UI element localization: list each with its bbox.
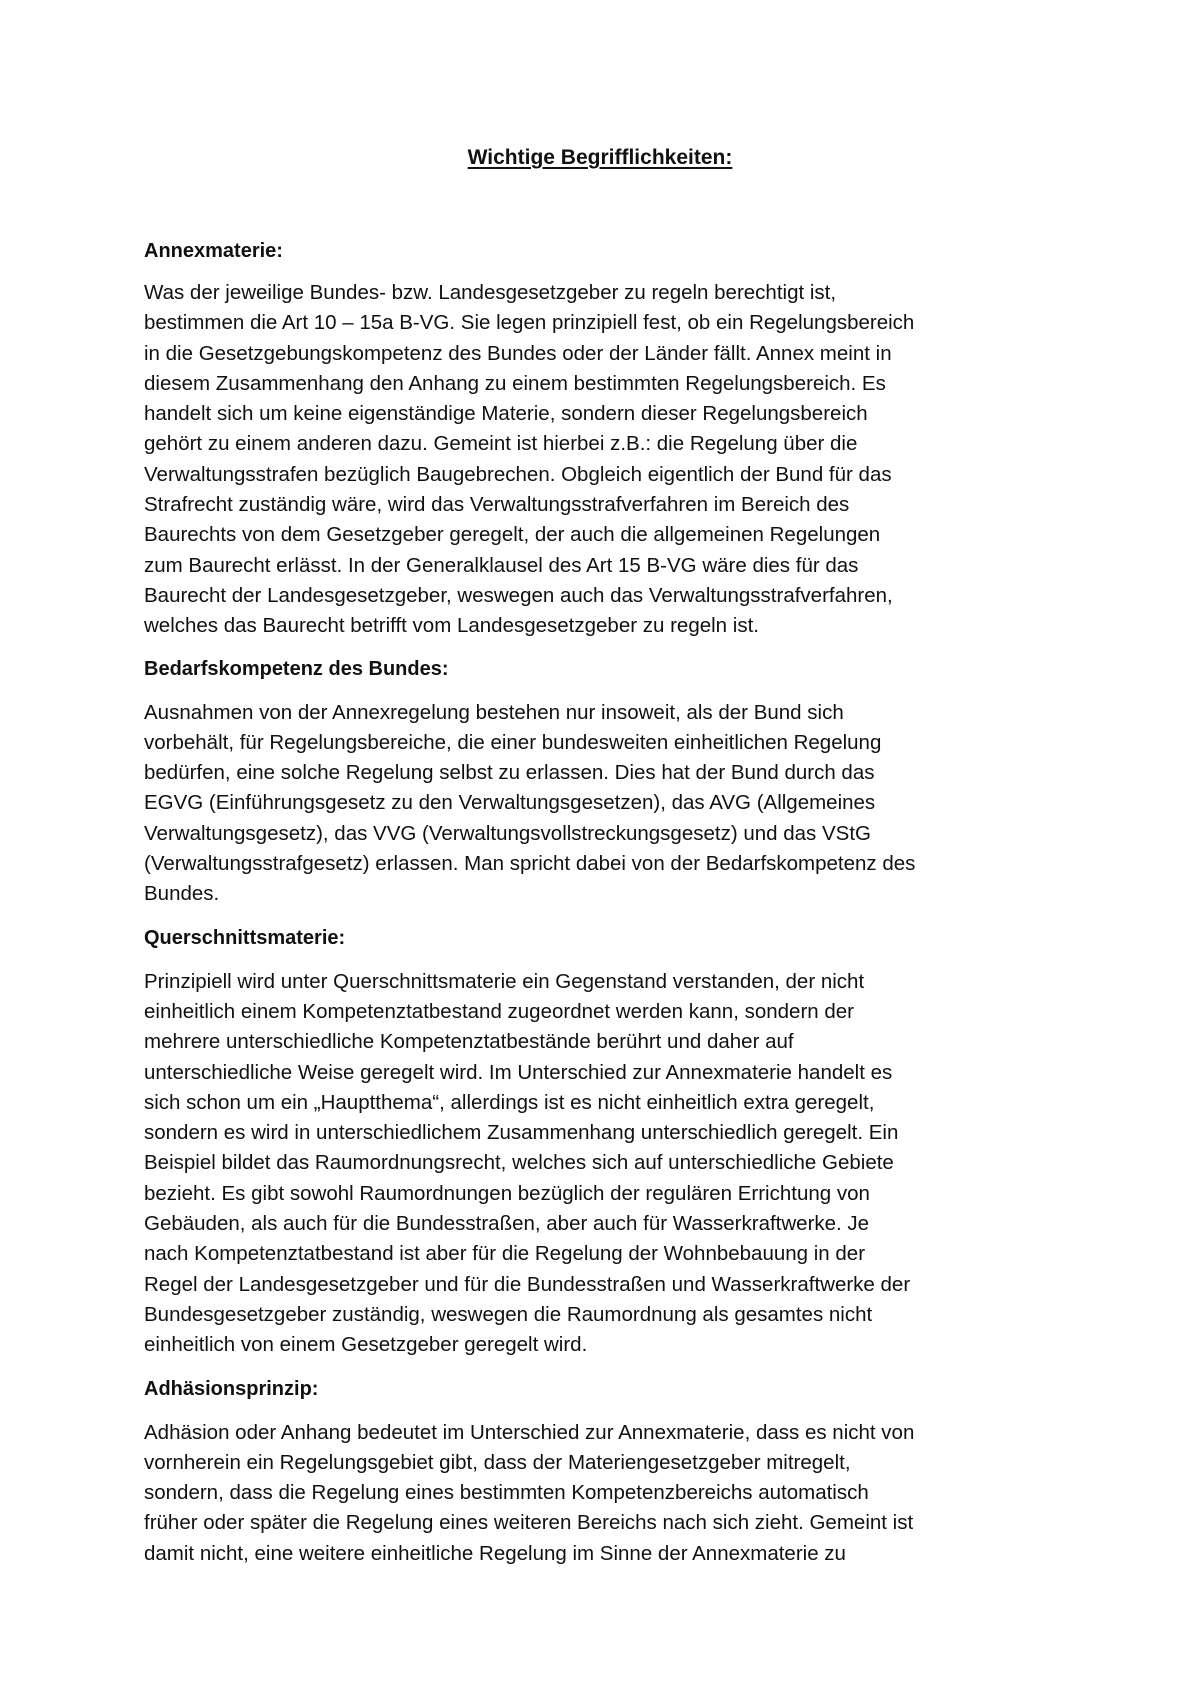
section-paragraph: Prinzipiell wird unter Querschnittsmaterie ein Gegenstand verstanden, der nicht einheitlich einem Kompetenztatbestand zugeordnet werden kann, sondern der mehrere unterschiedliche Kompetenztatbestände berührt und daher auf unterschiedliche Weise geregelt wird. Im Unterschied zur Annexmaterie handelt es sich schon um ein „Hauptthema“, allerdings ist es nicht einheitlich extra geregelt, sondern es wird in unterschiedlichem Zusammenhang unterschiedlich geregelt. Ein Beispiel bildet das Raumordnungsrecht, welches sich auf unterschiedliche Gebiete bezieht. Es gibt sowohl Raumordnungen bezüglich der regulären Errichtung von Gebäuden, als auch für die Bundesstraßen, aber auch für Wasserkraftwerke. Je nach Kompetenztatbestand ist aber für die Regelung der Wohnbebauung in der Regel der Landesgesetzgeber und für die Bundesstraßen und Wasserkraftwerke der Bundesgesetzgeber zuständig, weswegen die Raumordnung als gesamtes nicht einheitlich von einem Gesetzgeber geregelt wird. bbox=[144, 969, 911, 1357]
section-querschnittsmaterie bbox=[144, 923, 1064, 1361]
section-bedarfskompetenz bbox=[144, 654, 1064, 910]
section-paragraph: Adhäsion oder Anhang bedeutet im Unterschied zur Annexmaterie, dass es nicht von vornherein ein Regelungsgebiet gibt, dass der Materiengesetzgeber mitregelt, sondern, dass die Regelung eines bestimmten Kompetenzbereichs automatisch früher oder später die Regelung eines weiteren Bereichs nach sich zieht. Gemeint ist damit nicht, eine weitere einheitliche Regelung im Sinne der Annexmaterie zu bbox=[144, 1420, 915, 1565]
section-heading: Adhäsionsprinzip: bbox=[144, 1377, 319, 1400]
section-paragraph: Was der jeweilige Bundes- bzw. Landesgesetzgeber zu regeln berechtigt ist, bestimmen die Art 10 – 15a B-VG. Sie legen prinzipiell fest, ob ein Regelungsbereich in die Gesetzgebungskompetenz des Bundes oder der Länder fällt. Annex meint in diesem Zusammenhang den Anhang zu einem bestimmten Regelungsbereich. Es handelt sich um keine eigenständige Materie, sondern dieser Regelungsbereich gehört zu einem anderen dazu. Gemeint ist hierbei z.B.: die Regelung über die Verwaltungsstrafen bezüglich Baugebrechen. Obgleich eigentlich der Bund für das Strafrecht zuständig wäre, wird das Verwaltungsstrafverfahren im Bereich des Baurechts von dem Gesetzgeber geregelt, der auch die allgemeinen Regelungen zum Baurecht erlässt. In der Generalklausel des Art 15 B-VG wäre dies für das Baurecht der Landesgesetzgeber, weswegen auch das Verwaltungsstrafverfahren, welches das Baurecht betrifft vom Landesgesetzgeber zu regeln ist. bbox=[144, 281, 915, 638]
document-body bbox=[144, 236, 1064, 1569]
section-heading: Querschnittsmaterie: bbox=[144, 926, 346, 949]
document-title: Wichtige Begrifflichkeiten: bbox=[467, 146, 733, 169]
section-heading: Annexmaterie: bbox=[144, 240, 283, 262]
section-adhaesionsprinzip bbox=[144, 1374, 1064, 1569]
section-heading: Bedarfskompetenz des Bundes: bbox=[144, 657, 449, 680]
section-annexmaterie bbox=[144, 236, 1064, 642]
section-paragraph: Ausnahmen von der Annexregelung bestehen nur insoweit, als der Bund sich vorbehält, für Regelungsbereiche, die einer bundesweiten einheitlichen Regelung bedürfen, eine solche Regelung selbst zu erlassen. Dies hat der Bund durch das EGVG (Einführungsgesetz zu den Verwaltungsgesetzen), das AVG (Allgemeines Verwaltungsgesetz), das VVG (Verwaltungsvollstreckungsgesetz) und das VStG (Verwaltungsstrafgesetz) erlassen. Man spricht dabei von der Bedarfskompetenz des Bundes. bbox=[144, 700, 916, 906]
